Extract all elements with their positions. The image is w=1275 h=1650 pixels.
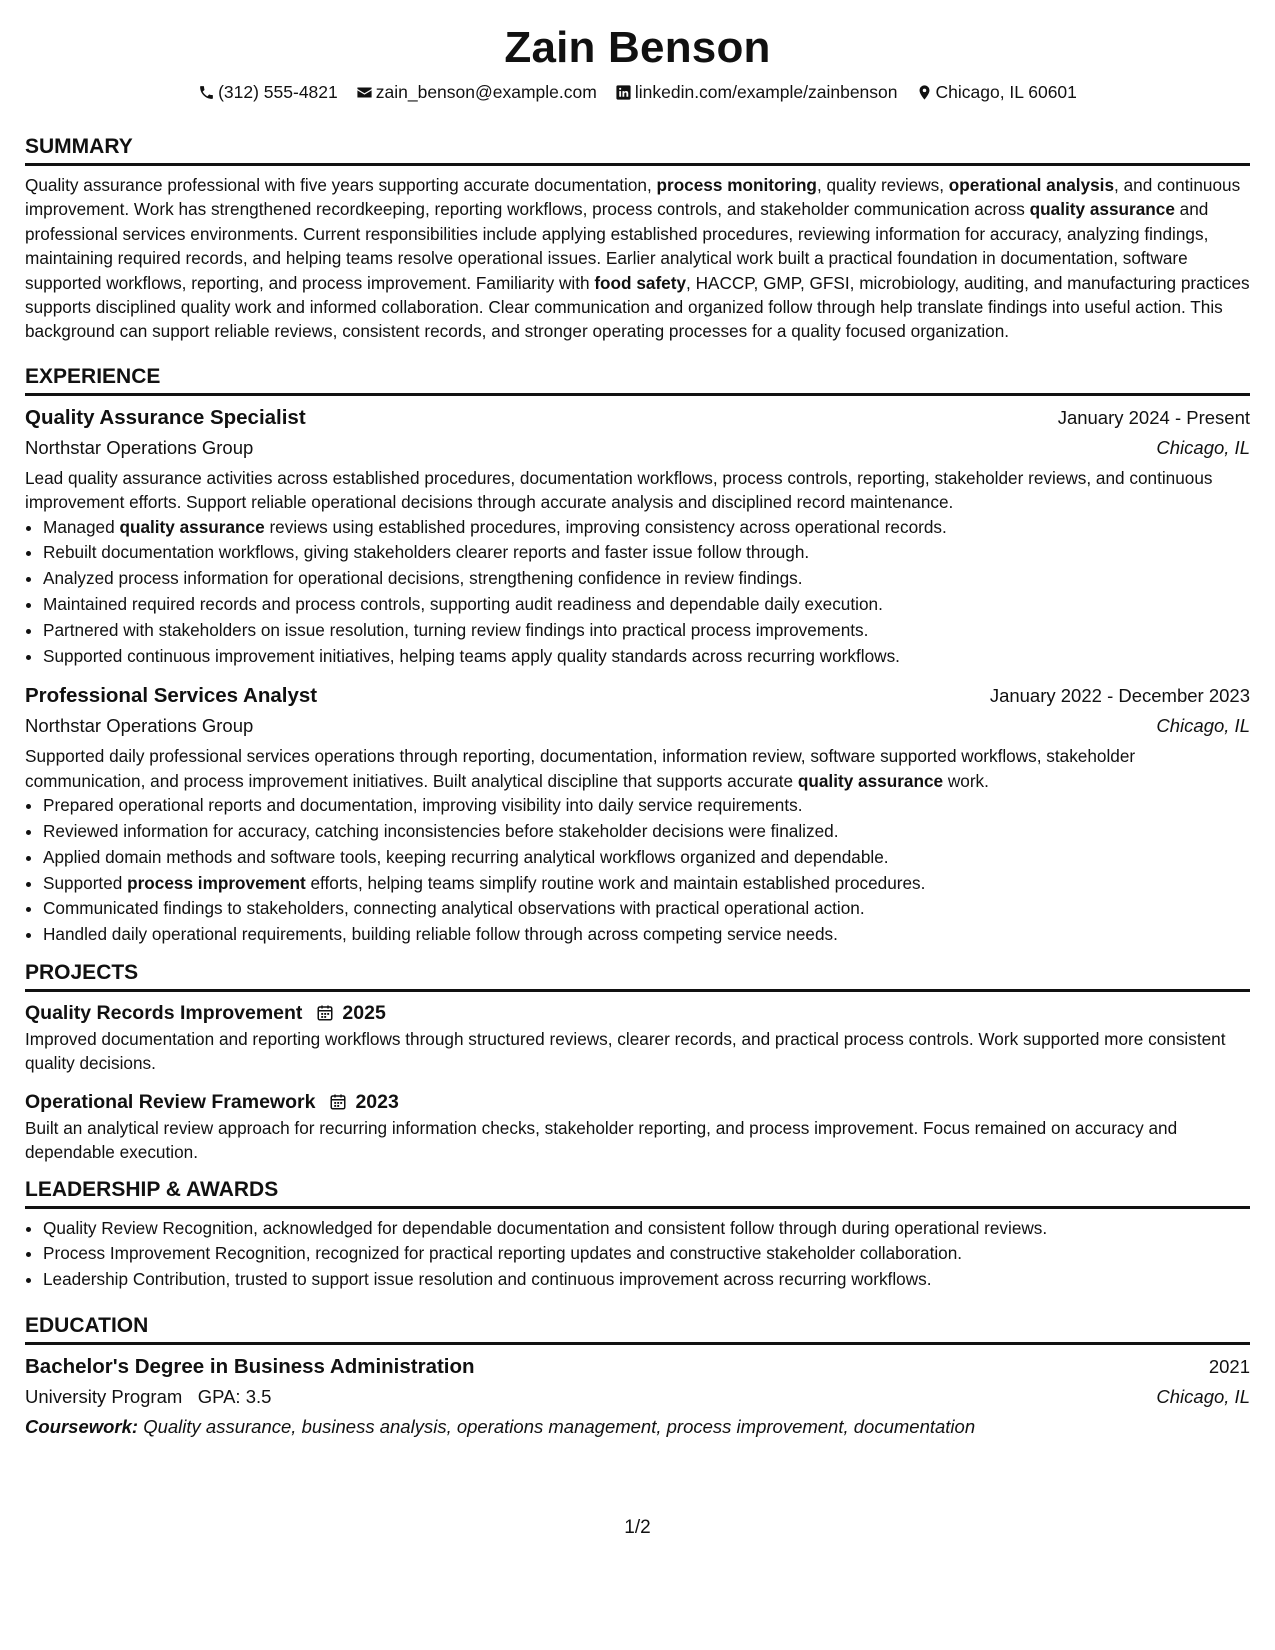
- bullet-item: • Communicated findings to stakeholders, connecting analytical observations with practical operational action.: [43, 896, 1250, 922]
- linkedin-text: linkedin.com/example/zainbenson: [634, 82, 898, 102]
- school-name: University Program: [25, 1386, 183, 1408]
- job-dates: January 2024 - Present: [1057, 406, 1250, 428]
- bullet-item: • Analyzed process information for operational decisions, strengthening confidence in review findings.: [43, 566, 1250, 592]
- projects-heading: PROJECTS: [25, 960, 1250, 992]
- job-entry: [25, 403, 1250, 670]
- job-title: Quality Assurance Specialist: [25, 405, 306, 429]
- email-text: zain_benson@example.com: [375, 82, 597, 102]
- summary-text: Quality assurance professional with five years supporting accurate documentation, process monitoring, quality reviews, operational analysis, and continuous improvement. Work has strengthened recordkeeping, reporting workflows, process controls, and stakeholder communication across quality assurance and professional services environments. Current responsibilities include applying established procedures, reviewing information for accuracy, analyzing findings, maintaining required records, and helping teams resolve operational issues. Earlier analytical work built a practical foundation in documentation, software supported workflows, reporting, and process improvement. Familiarity with food safety, HACCP, GMP, GFSI, microbiology, auditing, and manufacturing practices supports disciplined quality work and informed collaboration. Clear communication and organized follow through help translate findings into useful action. This background can support reliable reviews, consistent records, and stronger operating processes for a quality focused organization.: [25, 175, 1250, 342]
- project-entry: [25, 999, 1250, 1076]
- coursework-list: Quality assurance, business analysis, operations management, process improvement, documentation: [143, 1416, 976, 1438]
- projects-section: [25, 960, 1250, 1165]
- leadership-section: [25, 1177, 1250, 1293]
- job-bullets: [25, 515, 1250, 670]
- job-company: Northstar Operations Group: [25, 715, 254, 737]
- project-year: 2023: [355, 1090, 399, 1113]
- leadership-item: • Process Improvement Recognition, recognized for practical reporting updates and constructive stakeholder collaboration.: [43, 1241, 1250, 1267]
- school-and-gpa: [25, 1382, 271, 1412]
- job-title: Professional Services Analyst: [25, 684, 318, 708]
- bullet-item: • Prepared operational reports and documentation, improving visibility into daily service requirements.: [43, 793, 1250, 819]
- leadership-list: [25, 1216, 1250, 1293]
- job-entry: [25, 681, 1250, 948]
- project-year: 2025: [342, 1002, 386, 1025]
- leadership-item: • Quality Review Recognition, acknowledged for dependable documentation and consistent follow through during operational reviews.: [43, 1216, 1250, 1242]
- contact-location: [916, 80, 1077, 104]
- experience-section: [25, 364, 1250, 948]
- contact-linkedin[interactable]: [615, 80, 898, 104]
- education-heading: EDUCATION: [25, 1313, 1250, 1345]
- leadership-item: • Leadership Contribution, trusted to support issue resolution and continuous improvement across recurring workflows.: [43, 1267, 1250, 1293]
- job-company: Northstar Operations Group: [25, 436, 254, 458]
- calendar-icon: [329, 1093, 347, 1111]
- bullet-item: • Partnered with stakeholders on issue resolution, turning review findings into practical process improvements.: [43, 618, 1250, 644]
- bullet-item: • Supported continuous improvement initiatives, helping teams apply quality standards across recurring workflows.: [43, 644, 1250, 670]
- contact-phone[interactable]: [198, 80, 338, 104]
- project-entry: [25, 1088, 1250, 1165]
- project-name: Quality Records Improvement: [25, 1002, 303, 1025]
- experience-heading: EXPERIENCE: [25, 364, 1250, 396]
- map-pin-icon: [916, 84, 933, 101]
- gpa: GPA: 3.5: [197, 1386, 272, 1408]
- education-section: [25, 1313, 1250, 1441]
- job-description: Supported daily professional services operations through reporting, documentation, information review, software supported workflows, stakeholder communication, and process improvement initiatives. Built analytical discipline that supports accurate quality assurance work.: [25, 746, 1136, 791]
- bullet-item: • Managed quality assurance reviews using established procedures, improving consistency across operational records.: [43, 515, 1250, 541]
- phone-icon: [198, 84, 215, 101]
- envelope-icon: [356, 84, 373, 101]
- summary-heading: SUMMARY: [25, 134, 1250, 166]
- bullet-item: • Rebuilt documentation workflows, giving stakeholders clearer reports and faster issue follow through.: [43, 540, 1250, 566]
- project-name: Operational Review Framework: [25, 1090, 316, 1113]
- contact-bar: [25, 80, 1250, 104]
- phone-text: (312) 555-4821: [218, 82, 338, 102]
- job-dates: January 2022 - December 2023: [989, 685, 1250, 707]
- project-description: Built an analytical review approach for recurring information checks, stakeholder reporting, and process improvement. Focus remained on accuracy and dependable execution.: [25, 1117, 1178, 1163]
- bullet-item: • Reviewed information for accuracy, catching inconsistencies before stakeholder decisions were finalized.: [43, 819, 1250, 845]
- bullet-item: • Supported process improvement efforts, helping teams simplify routine work and maintain established procedures.: [43, 871, 1250, 897]
- resume-page: [25, 22, 1250, 1441]
- graduation-year: 2021: [1208, 1356, 1250, 1378]
- leadership-heading: LEADERSHIP & AWARDS: [25, 1177, 1250, 1209]
- location-text: Chicago, IL 60601: [935, 82, 1077, 102]
- coursework: [25, 1412, 1250, 1441]
- job-description: Lead quality assurance activities across established procedures, documentation workflows, process controls, reporting, stakeholder reviews, and continuous improvement efforts. Support reliable operational decisions through accurate analysis and disciplined record maintenance.: [25, 467, 1213, 513]
- calendar-icon: [316, 1004, 334, 1022]
- coursework-label: Coursework:: [25, 1416, 139, 1438]
- summary-section: [25, 134, 1250, 344]
- project-description: Improved documentation and reporting workflows through structured reviews, clearer records, and practical process controls. Work supported more consistent quality decisions.: [25, 1029, 1226, 1074]
- job-location: Chicago, IL: [1156, 715, 1250, 737]
- bullet-item: • Maintained required records and process controls, supporting audit readiness and dependable daily execution.: [43, 592, 1250, 618]
- school-location: Chicago, IL: [1156, 1386, 1250, 1408]
- bullet-item: • Handled daily operational requirements, building reliable follow through across competing service needs.: [43, 922, 1250, 948]
- job-location: Chicago, IL: [1156, 436, 1250, 458]
- job-bullets: [25, 793, 1250, 948]
- contact-email[interactable]: [356, 80, 597, 104]
- page-number: 1/2: [624, 1517, 651, 1538]
- candidate-name: Zain Benson: [504, 23, 771, 72]
- bullet-item: • Applied domain methods and software tools, keeping recurring analytical workflows organized and dependable.: [43, 845, 1250, 871]
- linkedin-icon: [615, 84, 632, 101]
- degree-title: Bachelor's Degree in Business Administration: [25, 1355, 475, 1379]
